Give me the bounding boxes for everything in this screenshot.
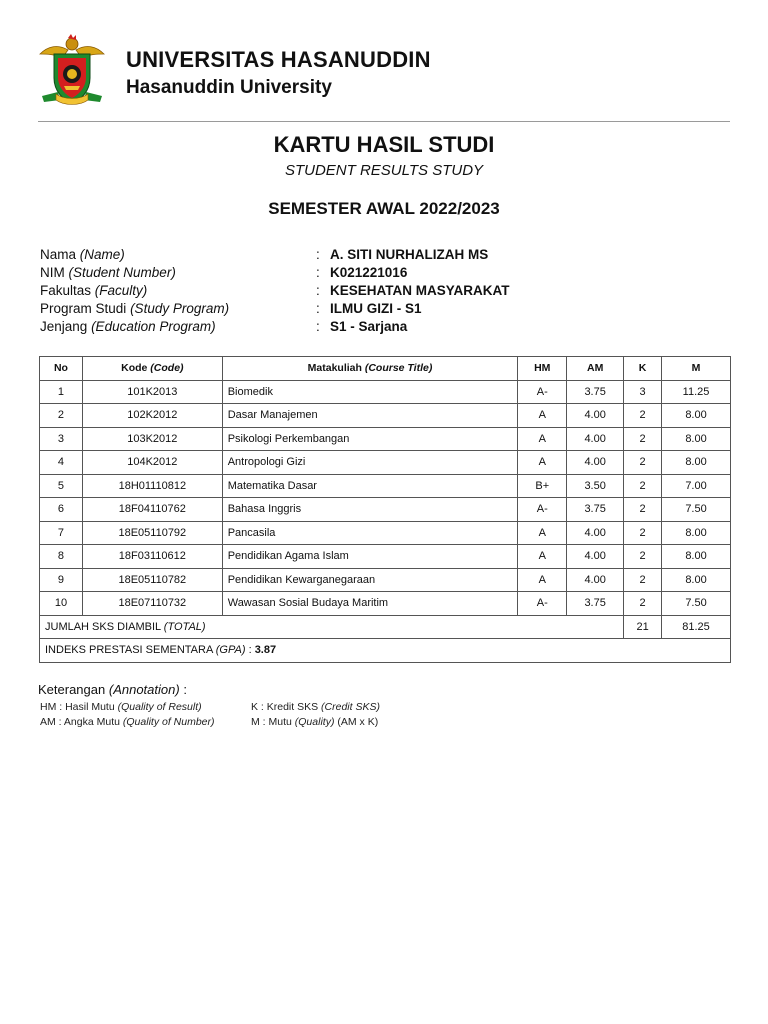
- annotation-m: M : Mutu (Quality) (AM x K): [251, 716, 379, 728]
- cell-k: 2: [624, 451, 662, 475]
- faculty-label: Fakultas (Faculty): [40, 283, 148, 298]
- cell-am: 4.00: [567, 404, 624, 428]
- table-row: [40, 568, 731, 592]
- study-program-value: ILMU GIZI - S1: [330, 301, 422, 316]
- total-quality: 81.25: [662, 615, 731, 639]
- cell-code: 101K2013: [82, 380, 222, 404]
- cell-code: 104K2012: [82, 451, 222, 475]
- annotation-hm: HM : Hasil Mutu (Quality of Result): [40, 701, 202, 713]
- cell-hm: A: [518, 404, 567, 428]
- faculty-row: [40, 282, 730, 300]
- cell-m: 8.00: [662, 404, 731, 428]
- colon: :: [316, 265, 320, 280]
- study-program-row: [40, 300, 730, 318]
- colon: :: [316, 247, 320, 262]
- cell-k: 2: [624, 498, 662, 522]
- faculty-value: KESEHATAN MASYARAKAT: [330, 283, 510, 298]
- university-name-english: Hasanuddin University: [126, 77, 332, 98]
- student-name-value: A. SITI NURHALIZAH MS: [330, 247, 489, 262]
- cell-k: 2: [624, 521, 662, 545]
- header-k: K: [624, 357, 662, 381]
- cell-am: 4.00: [567, 451, 624, 475]
- education-program-row: [40, 318, 730, 336]
- student-info: [40, 246, 730, 336]
- cell-m: 8.00: [662, 451, 731, 475]
- student-number-label: NIM (Student Number): [40, 265, 176, 280]
- cell-k: 2: [624, 592, 662, 616]
- cell-course: Psikologi Perkembangan: [222, 427, 518, 451]
- colon: :: [316, 301, 320, 316]
- cell-am: 4.00: [567, 568, 624, 592]
- cell-k: 2: [624, 568, 662, 592]
- cell-code: 18E05110792: [82, 521, 222, 545]
- cell-m: 11.25: [662, 380, 731, 404]
- cell-course: Matematika Dasar: [222, 474, 518, 498]
- cell-no: 10: [40, 592, 83, 616]
- cell-hm: A: [518, 451, 567, 475]
- header-hm: HM: [518, 357, 567, 381]
- cell-code: 18H01110812: [82, 474, 222, 498]
- education-program-value: S1 - Sarjana: [330, 319, 408, 334]
- gpa-value: 3.87: [254, 644, 277, 657]
- cell-hm: A: [518, 568, 567, 592]
- table-row: [40, 592, 731, 616]
- cell-m: 8.00: [662, 521, 731, 545]
- cell-hm: A-: [518, 592, 567, 616]
- university-logo: [38, 34, 106, 108]
- university-name: UNIVERSITAS HASANUDDIN: [126, 47, 431, 72]
- cell-hm: A: [518, 427, 567, 451]
- cell-code: 18E05110782: [82, 568, 222, 592]
- cell-am: 3.75: [567, 380, 624, 404]
- cell-course: Pendidikan Kewarganegaraan: [222, 568, 518, 592]
- cell-hm: A-: [518, 498, 567, 522]
- cell-am: 3.75: [567, 592, 624, 616]
- table-row: [40, 521, 731, 545]
- cell-hm: A-: [518, 380, 567, 404]
- cell-m: 8.00: [662, 545, 731, 569]
- cell-k: 2: [624, 545, 662, 569]
- cell-m: 7.50: [662, 498, 731, 522]
- cell-course: Biomedik: [222, 380, 518, 404]
- student-number-value: K021221016: [330, 265, 408, 280]
- header-divider: [38, 121, 730, 122]
- cell-no: 6: [40, 498, 83, 522]
- header-course: Matakuliah (Course Title): [222, 357, 518, 381]
- table-row: [40, 474, 731, 498]
- header-m: M: [662, 357, 731, 381]
- cell-no: 2: [40, 404, 83, 428]
- annotation-title: Keterangan (Annotation) :: [38, 682, 187, 697]
- cell-course: Pancasila: [222, 521, 518, 545]
- cell-no: 1: [40, 380, 83, 404]
- cell-k: 3: [624, 380, 662, 404]
- cell-code: 18E07110732: [82, 592, 222, 616]
- cell-am: 4.00: [567, 545, 624, 569]
- cell-hm: B+: [518, 474, 567, 498]
- annotation-am: AM : Angka Mutu (Quality of Number): [40, 716, 215, 728]
- document-subtitle: STUDENT RESULTS STUDY: [284, 162, 484, 179]
- cell-course: Wawasan Sosial Budaya Maritim: [222, 592, 518, 616]
- student-number-row: [40, 264, 730, 282]
- cell-code: 18F04110762: [82, 498, 222, 522]
- header-no: No: [40, 357, 83, 381]
- annotation-k: K : Kredit SKS (Credit SKS): [251, 701, 380, 713]
- colon: :: [316, 283, 320, 298]
- header-code: Kode (Code): [82, 357, 222, 381]
- cell-am: 4.00: [567, 427, 624, 451]
- document-title: KARTU HASIL STUDI: [273, 132, 495, 157]
- table-row: [40, 498, 731, 522]
- study-program-label: Program Studi (Study Program): [40, 301, 230, 316]
- cell-am: 3.50: [567, 474, 624, 498]
- annotation-list: [38, 700, 728, 730]
- cell-no: 5: [40, 474, 83, 498]
- cell-hm: A: [518, 545, 567, 569]
- cell-am: 4.00: [567, 521, 624, 545]
- cell-no: 7: [40, 521, 83, 545]
- cell-course: Dasar Manajemen: [222, 404, 518, 428]
- table-header-row: [40, 357, 731, 381]
- gpa-row: [40, 639, 731, 663]
- semester-title: SEMESTER AWAL 2022/2023: [268, 199, 500, 218]
- cell-no: 9: [40, 568, 83, 592]
- student-name-row: [40, 246, 730, 264]
- cell-course: Antropologi Gizi: [222, 451, 518, 475]
- total-label: JUMLAH SKS DIAMBIL (TOTAL): [40, 615, 624, 639]
- document-header: [38, 34, 730, 114]
- cell-k: 2: [624, 427, 662, 451]
- total-credits: 21: [624, 615, 662, 639]
- table-row: [40, 427, 731, 451]
- annotation-section: [38, 682, 728, 730]
- cell-m: 7.00: [662, 474, 731, 498]
- cell-no: 4: [40, 451, 83, 475]
- results-table: [39, 356, 731, 663]
- cell-k: 2: [624, 474, 662, 498]
- student-name-label: Nama (Name): [40, 247, 125, 262]
- table-row: [40, 380, 731, 404]
- cell-code: 18F03110612: [82, 545, 222, 569]
- cell-m: 8.00: [662, 568, 731, 592]
- cell-course: Bahasa Inggris: [222, 498, 518, 522]
- cell-k: 2: [624, 404, 662, 428]
- cell-course: Pendidikan Agama Islam: [222, 545, 518, 569]
- colon: :: [316, 319, 320, 334]
- education-program-label: Jenjang (Education Program): [40, 319, 216, 334]
- gpa-cell: INDEKS PRESTASI SEMENTARA (GPA) : 3.87: [40, 639, 731, 663]
- total-row: [40, 615, 731, 639]
- table-row: [40, 545, 731, 569]
- cell-code: 102K2012: [82, 404, 222, 428]
- cell-no: 8: [40, 545, 83, 569]
- header-am: AM: [567, 357, 624, 381]
- cell-code: 103K2012: [82, 427, 222, 451]
- cell-m: 7.50: [662, 592, 731, 616]
- cell-no: 3: [40, 427, 83, 451]
- cell-hm: A: [518, 521, 567, 545]
- cell-m: 8.00: [662, 427, 731, 451]
- cell-am: 3.75: [567, 498, 624, 522]
- table-row: [40, 451, 731, 475]
- table-row: [40, 404, 731, 428]
